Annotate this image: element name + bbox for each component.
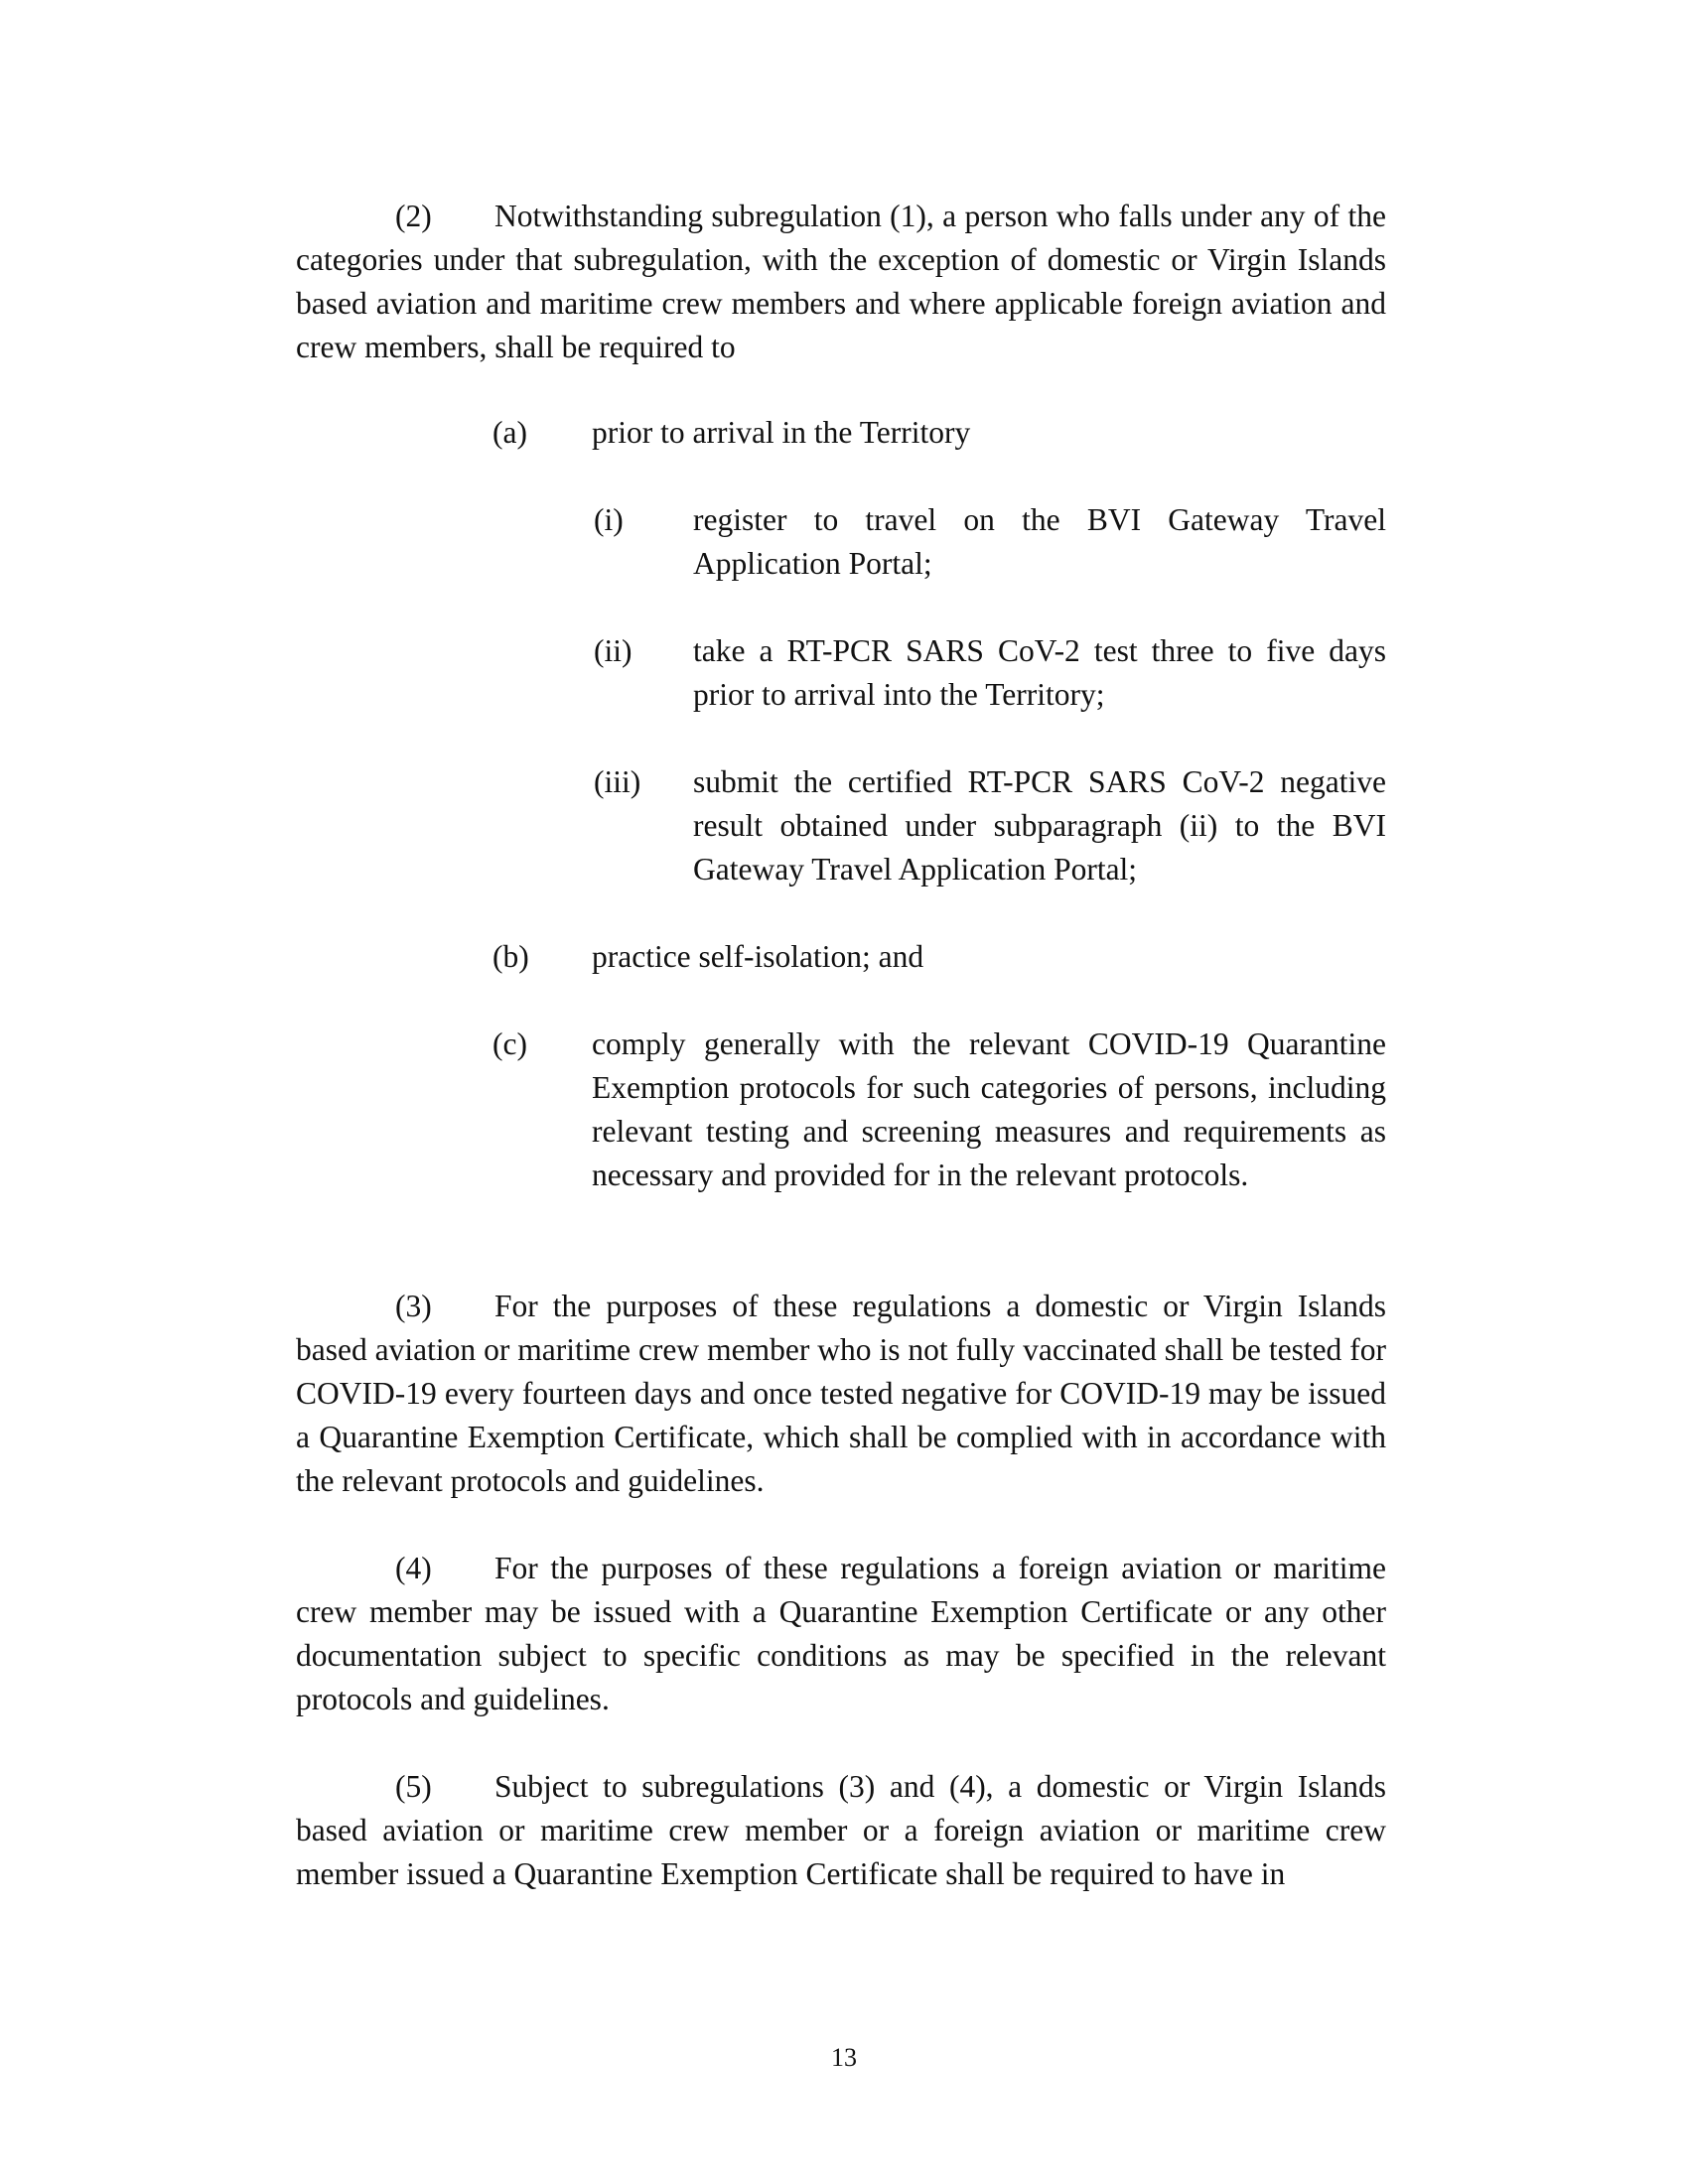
paragraph-5 [296, 1765, 1386, 1896]
subitem-label: (i) [594, 502, 624, 537]
subitem-label: (ii) [594, 633, 633, 668]
paragraph-number: (4) [395, 1551, 432, 1585]
paragraph-number: (5) [395, 1769, 432, 1804]
paragraph-4 [296, 1547, 1386, 1721]
paragraph-text: For the purposes of these regulations a foreign aviation or maritime crew member may be issued with a Quarantine Exemption Certificate or any other documentation subject to specific conditions as may be specified in the relevant protocols and guidelines. [296, 1551, 1386, 1716]
item-label: (b) [492, 939, 529, 974]
item-text: prior to arrival in the Territory [592, 415, 971, 450]
item-label: (c) [492, 1026, 527, 1061]
paragraph-2 [296, 195, 1386, 369]
subitem-text: register to travel on the BVI Gateway Travel Application Portal; [693, 502, 1386, 581]
paragraph-text: Notwithstanding subregulation (1), a person who falls under any of the categories under that subregulation, with the exception of domestic or Virgin Islands based aviation and maritime crew members and where applicable foreign aviation and crew members, shall be required to [296, 199, 1386, 364]
page-number: 13 [831, 2043, 857, 2072]
item-text: comply generally with the relevant COVID-19 Quarantine Exemption protocols for such categories of persons, including relevant testing and screening measures and requirements as necessary and provided for in the relevant protocols. [592, 1026, 1386, 1192]
paragraph-3 [296, 1285, 1386, 1503]
paragraph-text: For the purposes of these regulations a domestic or Virgin Islands based aviation or maritime crew member who is not fully vaccinated shall be tested for COVID-19 every fourteen days and once tested negative for COVID-19 may be issued a Quarantine Exemption Certificate, which shall be complied with in accordance with the relevant protocols and guidelines. [296, 1289, 1386, 1498]
subitem-text: submit the certified RT-PCR SARS CoV-2 negative result obtained under subparagraph (ii) to the BVI Gateway Travel Application Portal; [693, 764, 1386, 887]
item-label: (a) [492, 415, 527, 450]
paragraph-text: Subject to subregulations (3) and (4), a domestic or Virgin Islands based aviation or maritime crew member or a foreign aviation or maritime crew member issued a Quarantine Exemption Certificate shall be required to have in [296, 1769, 1386, 1891]
subitem-text: take a RT-PCR SARS CoV-2 test three to five days prior to arrival into the Territory; [693, 633, 1386, 712]
paragraph-number: (3) [395, 1289, 432, 1323]
item-text: practice self-isolation; and [592, 939, 924, 974]
subitem-label: (iii) [594, 764, 641, 799]
paragraph-number: (2) [395, 199, 432, 233]
